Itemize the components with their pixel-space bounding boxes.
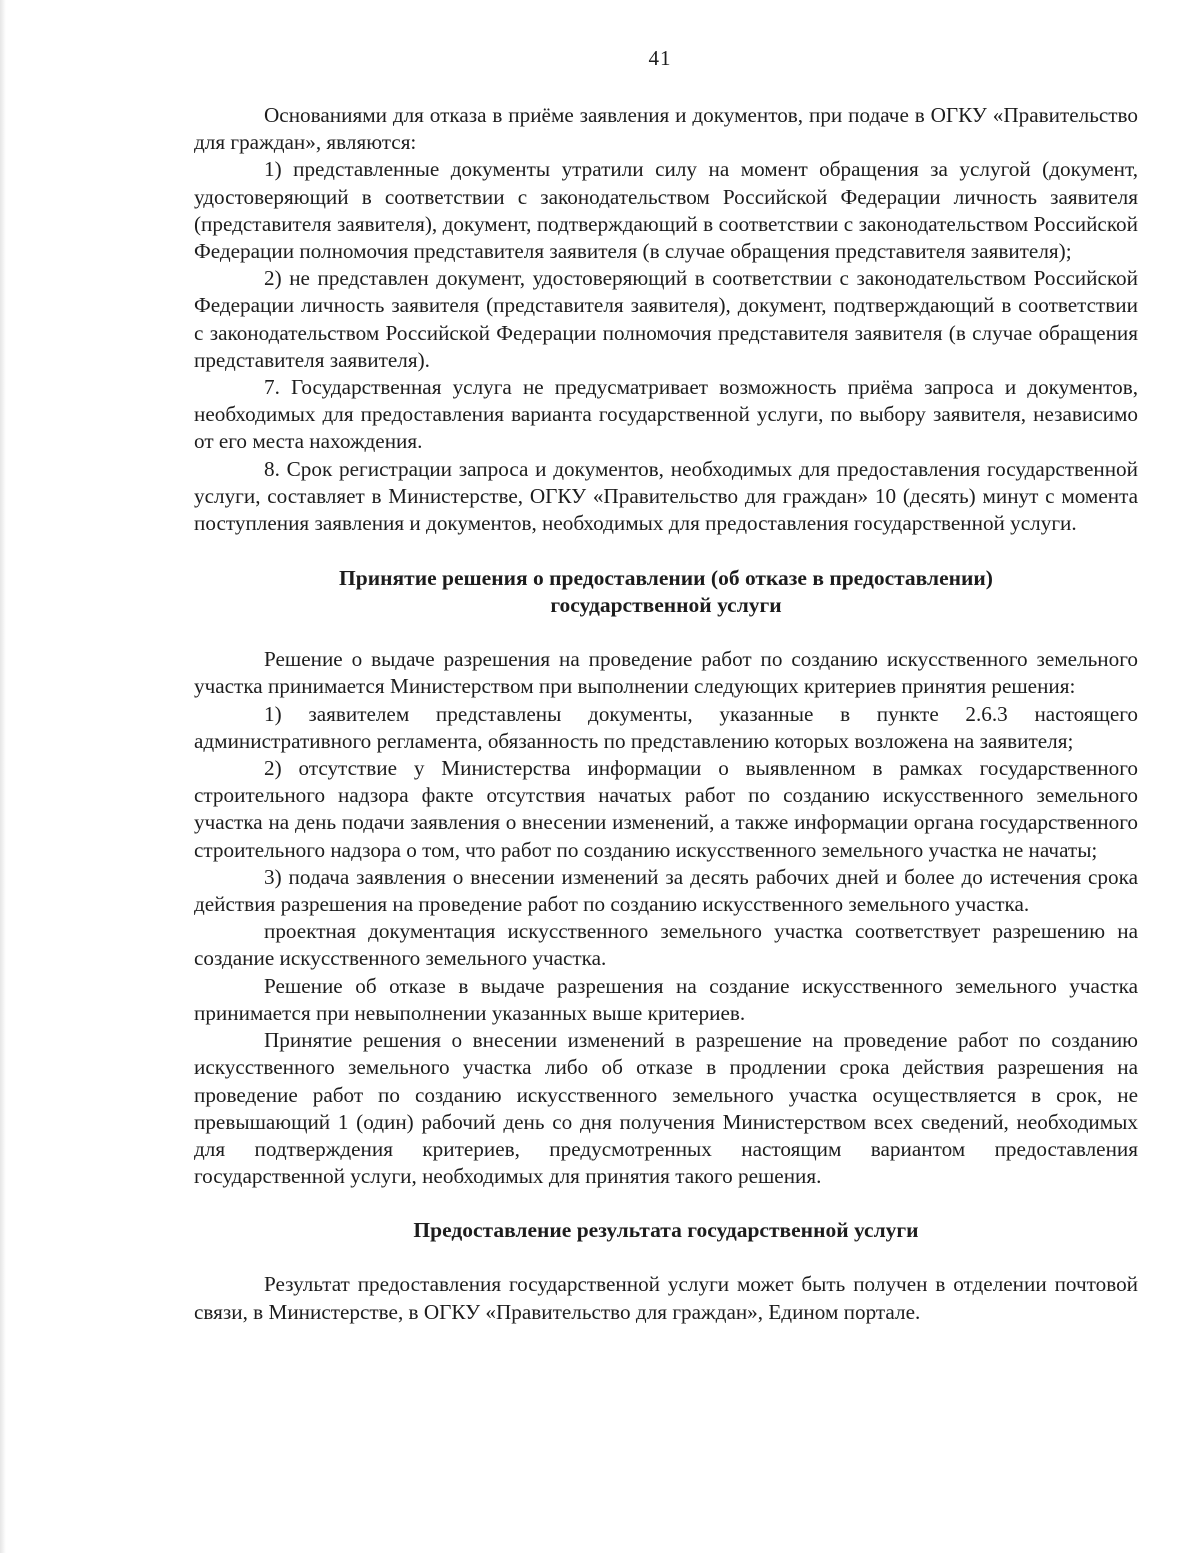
paragraph-clause-7: 7. Государственная услуга не предусматривает возможность приёма запроса и документов, необходимых для предоставления варианта государственной услуги, по выбору заявителя, независимо от его места нахождения. (194, 375, 1138, 454)
paragraph-criterion-3: 3) подача заявления о внесении изменений за десять рабочих дней и более до истечения срока действия разрешения на проведение работ по созданию искусственного земельного участка. (194, 864, 1138, 917)
paragraph-criterion-1: 1) заявителем представлены документы, указанные в пункте 2.6.3 настоящего административного регламента, обязанность по представлению которых возложена на заявителя; (194, 701, 1138, 753)
paragraph-decision-term: Принятие решения о внесении изменений в разрешение на проведение работ по созданию искусственного земельного участка либо об отказе в продлении срока действия разрешения на проведение работ по созданию искусственного земельного участка осуществляется в срок, не превышающий 1 (один) рабочий день со дня получения Министерством всех сведений, необходимых для подтверждения критериев, предусмотренных настоящим вариантом предоставления государственной услуги, необходимых для принятия такого решения. (194, 1028, 1138, 1189)
section-heading-result-line-1: Предоставление результата государственной услуги (413, 1218, 919, 1243)
paragraph-clause-8: 8. Срок регистрации запроса и документов, необходимых для предоставления государственной услуги, составляет в Министерстве, ОГКУ «Правительство для граждан» 10 (десять) минут с момента поступления заявления и документов, необходимых для предоставления государственной услуги. (194, 456, 1138, 536)
page-number: 41 (648, 46, 672, 70)
section-heading-decision-line-1: Принятие решения о предоставлении (об отказе в предоставлении) (339, 566, 993, 591)
section-heading-result (194, 1217, 1138, 1244)
paragraph-item-2-missing-document: 2) не представлен документ, удостоверяющий в соответствии с законодательством Российской Федерации личность заявителя (представителя заявителя), документ, подтверждающий в соответствии с законодательством Российской Федерации полномочия представителя заявителя (в случае обращения представителя заявителя). (194, 266, 1138, 372)
paragraph-project-documentation: проектная документация искусственного земельного участка соответствует разрешению на создание искусственного земельного участка. (194, 919, 1138, 971)
paragraph-refusal-decision: Решение об отказе в выдаче разрешения на создание искусственного земельного участка принимается при невыполнении указанных выше критериев. (194, 973, 1138, 1025)
paragraph-criterion-2: 2) отсутствие у Министерства информации о выявленном в рамках государственного строительного надзора факте отсутствия начатых работ по созданию искусственного земельного участка на день подачи заявления о внесении изменений, а также информации органа государственного строительного надзора о том, что работ по созданию искусственного земельного участка не начаты; (194, 756, 1138, 862)
scan-edge (0, 0, 6, 1553)
section-heading-decision (194, 565, 1138, 619)
document-body (194, 102, 1138, 1326)
paragraph-decision-criteria: Решение о выдаче разрешения на проведение работ по созданию искусственного земельного участка принимается Министерством при выполнении следующих критериев принятия решения: (194, 647, 1138, 699)
paragraph-result-delivery: Результат предоставления государственной услуги может быть получен в отделении почтовой связи, в Министерстве, в ОГКУ «Правительство для граждан», Едином портале. (194, 1272, 1138, 1324)
paragraph-item-1-expired-documents: 1) представленные документы утратили силу на момент обращения за услугой (документ, удостоверяющий в соответствии с законодательством Российской Федерации личность заявителя (представителя заявителя), документ, подтверждающий в соответствии с законодательством Российской Федерации полномочия представителя заявителя (в случае обращения представителя заявителя); (194, 157, 1138, 264)
section-heading-decision-line-2: государственной услуги (550, 593, 782, 618)
paragraph-refusal-grounds: Основаниями для отказа в приёме заявления и документов, при подаче в ОГКУ «Правительство для граждан», являются: (194, 103, 1138, 155)
